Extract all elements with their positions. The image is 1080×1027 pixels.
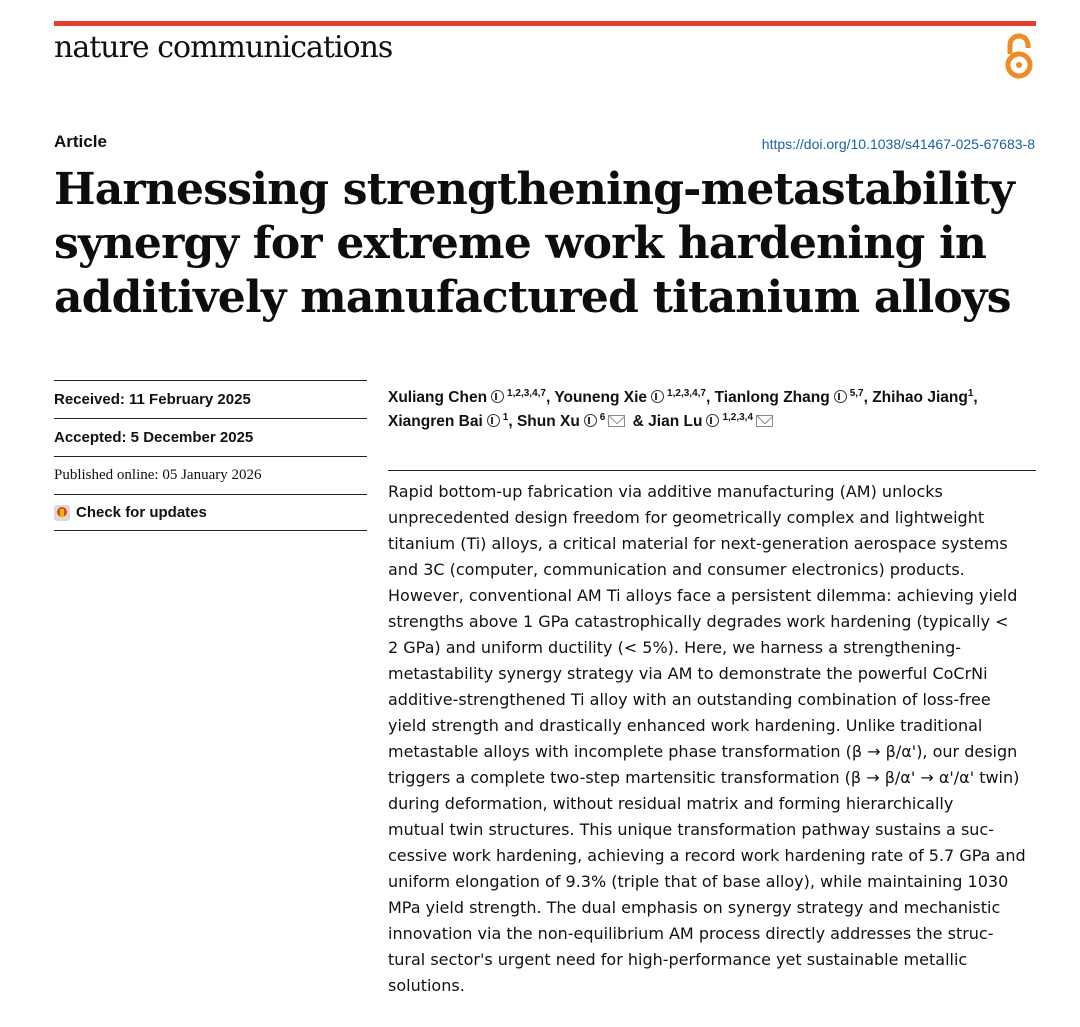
orcid-icon[interactable] <box>491 390 504 403</box>
journal-name[interactable]: nature communications <box>54 30 393 65</box>
abstract-line: mutual twin structures. This unique transformation pathway sustains a suc- <box>388 820 994 839</box>
author-affiliation: 6 <box>599 411 606 423</box>
abstract-line: metastable alloys with incomplete phase transformation (β → β/α'), our design <box>388 742 1018 761</box>
check-updates-label: Check for updates <box>76 504 207 521</box>
abstract-line: 2 GPa) and uniform ductility (< 5%). Here, we harness a strengthening- <box>388 638 961 657</box>
author[interactable]: Zhihao Jiang <box>872 389 968 406</box>
author[interactable]: Xiangren Bai <box>388 413 483 430</box>
orcid-icon[interactable] <box>706 414 719 427</box>
article-dates <box>54 380 367 531</box>
abstract-line: metastability synergy strategy via AM to demonstrate the powerful CoCrNi <box>388 664 988 683</box>
abstract-line: yield strength and drastically enhanced work hardening. Unlike traditional <box>388 716 983 735</box>
abstract-line: titanium (Ti) alloys, a critical material for next-generation aerospace systems <box>388 534 1008 553</box>
abstract-line: tural sector's urgent need for high-performance yet sustainable metallic <box>388 950 968 969</box>
author-list: Xuliang Chen $^{1,2,3,4,7}$, Youneng Xie $^{1,2,3,4,7}$, Tianlong Zhang $^{5,7}$, Zhihao Jiang$^1$, Xiangren Bai $^1$, Shun Xu $^6$ & Jian Lu $^{1,2,3,4}$ <box>388 387 978 430</box>
abstract-line: unprecedented design freedom for geometrically complex and lightweight <box>388 508 985 527</box>
abstract-line: triggers a complete two-step martensitic transformation (β → β/α' → α'/α' twin) <box>388 768 1020 787</box>
author[interactable]: Tianlong Zhang <box>714 389 830 406</box>
abstract-line: during deformation, without residual matrix and forming hierarchically <box>388 794 954 813</box>
author-affiliation: 1 <box>967 387 974 399</box>
check-for-updates[interactable] <box>54 494 367 531</box>
abstract-line: additive-strengthened Ti alloy with an outstanding combination of loss-free <box>388 690 991 709</box>
orcid-icon[interactable] <box>834 390 847 403</box>
abstract <box>388 479 1048 999</box>
email-icon[interactable] <box>756 415 773 427</box>
abstract-line: uniform elongation of 9.3% (triple that of base alloy), while maintaining 1030 <box>388 872 1009 891</box>
orcid-icon[interactable] <box>651 390 664 403</box>
check-updates-icon <box>54 505 70 521</box>
received-date: Received: 11 February 2025 <box>54 380 367 418</box>
journal-header-bar <box>54 21 1036 26</box>
published-date: Published online: 05 January 2026 <box>54 456 367 494</box>
orcid-icon[interactable] <box>487 414 500 427</box>
abstract-line: innovation via the non-equilibrium AM process directly addresses the struc- <box>388 924 994 943</box>
author-affiliation: 1,2,3,4,7 <box>507 387 546 399</box>
abstract-line: strengths above 1 GPa catastrophically degrades work hardening (typically < <box>388 612 1009 631</box>
author[interactable]: Jian Lu <box>648 413 703 430</box>
abstract-line: Rapid bottom-up fabrication via additive manufacturing (AM) unlocks <box>388 482 943 501</box>
abstract-line: MPa yield strength. The dual emphasis on synergy strategy and mechanistic <box>388 898 1001 917</box>
abstract-line: solutions. <box>388 976 465 995</box>
doi-link[interactable]: https://doi.org/10.1038/s41467-025-67683-8 <box>761 136 1035 152</box>
abstract-line: and 3C (computer, communication and consumer electronics) products. <box>388 560 965 579</box>
abstract-line: However, conventional AM Ti alloys face a persistent dilemma: achieving yield <box>388 586 1018 605</box>
article-title: Harnessing strengthening-metastability synergy for extreme work hardening in additively manufactured titanium alloys <box>54 164 1015 323</box>
abstract-divider <box>388 470 1036 471</box>
author[interactable]: Youneng Xie <box>554 389 648 406</box>
open-access-icon[interactable] <box>1001 32 1037 80</box>
accepted-date: Accepted: 5 December 2025 <box>54 418 367 456</box>
orcid-icon[interactable] <box>584 414 597 427</box>
author[interactable]: Xuliang Chen <box>388 389 488 406</box>
author-affiliation: 1,2,3,4 <box>722 411 754 423</box>
email-icon[interactable] <box>608 415 625 427</box>
author-affiliation: 5,7 <box>849 387 864 399</box>
article-type: Article <box>54 132 107 151</box>
author[interactable]: Shun Xu <box>516 413 580 430</box>
author-affiliation: 1,2,3,4,7 <box>667 387 706 399</box>
abstract-line: cessive work hardening, achieving a record work hardening rate of 5.7 GPa and <box>388 846 1026 865</box>
author-affiliation: 1 <box>502 411 509 423</box>
